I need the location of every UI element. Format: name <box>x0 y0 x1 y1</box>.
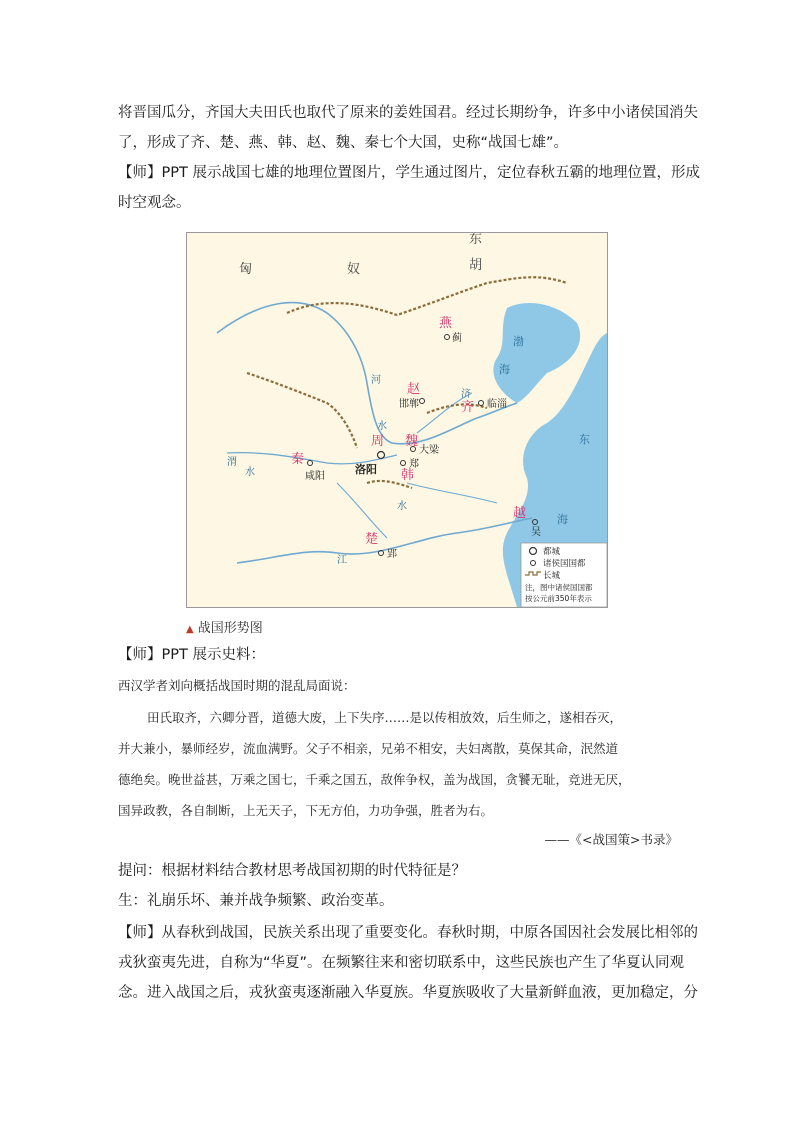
source-citation <box>118 824 678 855</box>
map-caption <box>186 617 263 636</box>
source-intro <box>118 670 678 701</box>
legend-capital-label: 都城 <box>543 547 561 557</box>
city-label: 洛阳 <box>355 463 377 476</box>
city-label: 郑 <box>409 459 419 470</box>
text-line: 念。进入战国之后，戎狄蛮夷逐渐融入华夏族。华夏族吸收了大量新鲜血液，更加稳定，分 <box>118 985 698 1001</box>
map-graphic <box>187 233 607 607</box>
state-label: 齐 <box>461 400 475 415</box>
state-label: 魏 <box>405 434 419 449</box>
city-label: 郢 <box>387 549 397 560</box>
teacher-paragraph-map <box>118 158 700 218</box>
water-label: 渤 <box>513 335 524 348</box>
water-label: 水 <box>245 467 255 478</box>
water-label: 水 <box>397 501 407 512</box>
city-label: 蓟 <box>452 333 462 344</box>
state-label: 越 <box>513 506 527 521</box>
question-paragraph <box>118 856 678 886</box>
legend-state-capital-label: 诸侯国国都 <box>543 559 586 569</box>
text-line <box>118 702 678 733</box>
region-label: 胡 <box>469 258 483 273</box>
intro-paragraph <box>118 98 698 158</box>
water-label: 济 <box>461 389 471 400</box>
text-line: 西汉学者刘向概括战国时期的混乱局面说： <box>118 678 356 693</box>
city-label: 邯郸 <box>399 399 419 410</box>
text-line: 【师】从春秋到战国，民族关系出现了重要变化。春秋时期，中原各国因社会发展比相邻的 <box>118 925 698 941</box>
map-caption-text: 战国形势图 <box>197 621 263 636</box>
legend-wall-label: 长城 <box>543 571 561 581</box>
water-label: 渭 <box>227 457 237 468</box>
state-label: 韩 <box>401 468 415 483</box>
state-label: 赵 <box>407 382 421 397</box>
text-line: 【师】PPT 展示战国七雄的地理位置图片，学生通过图片，定位春秋五霸的地理位置，形成 <box>118 165 700 181</box>
region-label: 奴 <box>347 262 361 277</box>
city-label: 咸阳 <box>305 471 325 482</box>
citation-text: ——《<战国策>书录》 <box>544 832 678 847</box>
warring-states-map <box>186 232 608 608</box>
state-label: 燕 <box>439 316 453 331</box>
text-line: 时空观念。 <box>118 195 191 211</box>
state-label: 楚 <box>365 532 379 547</box>
text-line: 了，形成了齐、楚、燕、韩、赵、魏、秦七个大国，史称“战国七雄”。 <box>118 135 569 151</box>
text-line: 生：礼崩乐坏、兼并战争频繁、政治变革。 <box>118 893 394 909</box>
water-label: 东 <box>579 433 590 446</box>
text-line: 戎狄蛮夷先进，自称为“华夏”。在频繁往来和密切联系中，这些民族也产生了华夏认同观 <box>118 955 685 971</box>
text-line: 并大兼小，暴师经岁，流血满野。父子不相亲，兄弟不相安，夫妇离散，莫保其命，泯然道 <box>118 741 619 756</box>
state-label: 周 <box>371 434 385 449</box>
city-label: 大梁 <box>419 445 439 456</box>
water-label: 水 <box>377 421 387 432</box>
water-label: 海 <box>499 363 510 376</box>
region-label: 东 <box>469 233 483 247</box>
text-line: 将晋国瓜分，齐国大夫田氏也取代了原来的姜姓国君。经过长期纷争，许多中小诸侯国消失 <box>118 105 698 121</box>
quote-line-text: 田氏取齐，六卿分晋，道德大废，上下失序……是以传相放效，后生师之，遂相吞灭， <box>147 710 623 725</box>
water-label: 河 <box>371 375 381 386</box>
text-line: 国异政教，各自制断，上无天子，下无方伯，力功争强，胜者为右。 <box>118 803 494 818</box>
triangle-icon: ▲ <box>186 624 194 635</box>
text-line: 【师】PPT 展示史料： <box>118 647 265 663</box>
water-label: 江 <box>337 555 347 566</box>
legend-note-line: 注，图中诸侯国国都 <box>525 583 593 592</box>
teacher-paragraph-ethnic <box>118 918 698 1008</box>
legend-note-line: 按公元前350年表示 <box>525 594 592 603</box>
answer-paragraph <box>118 886 678 916</box>
text-line: 德绝矣。晚世益甚，万乘之国七，千乘之国五，敌侔争权，盖为战国，贪饕无耻，竞进无厌， <box>118 772 631 787</box>
text-line: 提问：根据材料结合教材思考战国初期的时代特征是？ <box>118 863 466 879</box>
water-label: 海 <box>557 513 568 526</box>
city-label: 临淄 <box>487 399 507 410</box>
source-quote <box>118 702 678 826</box>
city-label: 吴 <box>531 527 541 538</box>
teacher-paragraph-source <box>118 640 678 670</box>
state-label: 秦 <box>291 452 305 467</box>
region-label: 匈 <box>239 262 253 277</box>
